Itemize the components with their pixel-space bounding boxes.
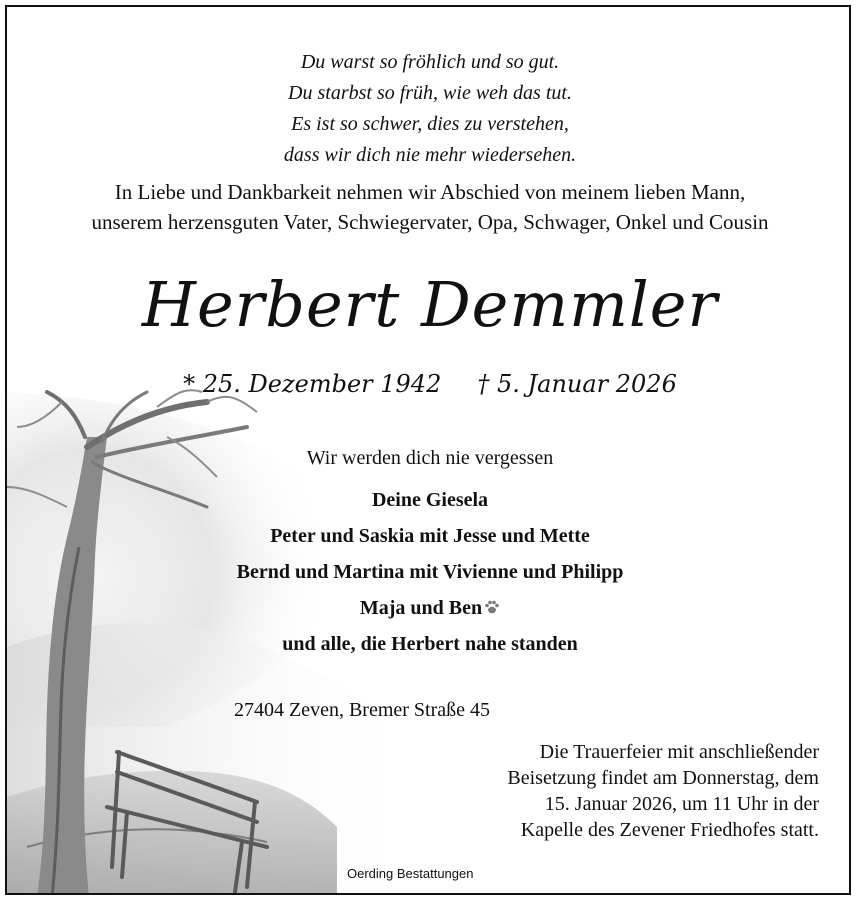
intro-text — [7, 177, 851, 237]
deceased-name: Herbert Demmler — [141, 268, 719, 341]
service-line: Kapelle des Zevener Friedhofes statt. — [520, 819, 819, 841]
mourner-line: und alle, die Herbert nahe standen — [282, 633, 578, 655]
death-date: † 5. Januar 2026 — [477, 370, 677, 398]
mourner-line: Peter und Saskia mit Jesse und Mette — [270, 525, 590, 547]
service-line: Die Trauerfeier mit anschließender — [539, 741, 819, 763]
obituary-frame — [5, 5, 851, 895]
mourner-line: Bernd und Martina mit Vivienne und Philipp — [236, 561, 624, 583]
intro-line: In Liebe und Dankbarkeit nehmen wir Abschied von meinem lieben Mann, — [114, 180, 746, 204]
paw-print-icon — [484, 599, 500, 615]
mourner-name: Maja und Ben — [359, 597, 483, 619]
mourner-line: Deine Giesela — [371, 489, 489, 511]
poem-line: Es ist so schwer, dies zu verstehen, — [291, 113, 569, 135]
undertaker-credit: Oerding Bestattungen — [347, 866, 474, 881]
birth-date: * 25. Dezember 1942 — [183, 370, 442, 398]
farewell-line: Wir werden dich nie vergessen — [306, 447, 554, 469]
life-dates — [7, 367, 851, 401]
mourner-line — [7, 590, 851, 626]
mourners-list — [7, 482, 851, 662]
service-line: Beisetzung findet am Donnerstag, dem — [507, 767, 819, 789]
intro-line: unserem herzensguten Vater, Schwiegervater, Opa, Schwager, Onkel und Cousin — [91, 210, 769, 234]
poem-line: dass wir dich nie mehr wiedersehen. — [283, 144, 577, 166]
service-line: 15. Januar 2026, um 11 Uhr in der — [544, 793, 819, 815]
poem-line: Du warst so fröhlich und so gut. — [300, 51, 560, 73]
funeral-service-info — [507, 739, 819, 843]
poem-line: Du starbst so früh, wie weh das tut. — [288, 82, 572, 104]
family-address: 27404 Zeven, Bremer Straße 45 — [233, 699, 491, 721]
poem — [7, 47, 851, 171]
